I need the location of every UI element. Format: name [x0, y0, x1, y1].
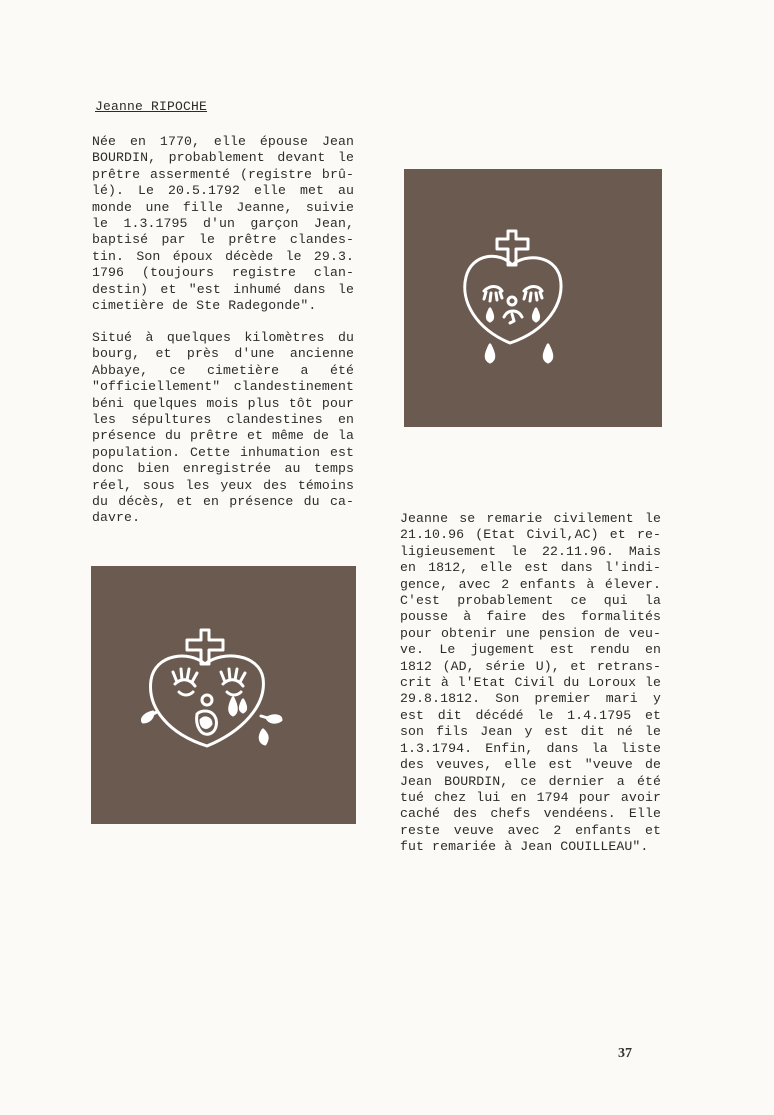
- text-line: Née en 1770, elle épouse Jean: [92, 134, 354, 149]
- paragraph-cemetery: [92, 330, 354, 527]
- text-line: donc bien enregistrée au temps: [92, 461, 354, 477]
- text-line: pour obtenir une pension de veu-: [400, 625, 661, 641]
- text-line: cimetière de Ste Radegonde".: [92, 298, 317, 314]
- text-line: davre.: [92, 510, 141, 526]
- text-line: pousse à faire des formalités: [400, 609, 661, 625]
- text-line: 21.10.96 (Etat Civil,AC) et re-: [400, 527, 661, 543]
- text-line: en 1812, elle est dans l'indi-: [400, 560, 661, 576]
- text-line: Jean BOURDIN, ce dernier a été: [400, 773, 661, 789]
- text-line: son fils Jean y est dit né le: [400, 724, 661, 740]
- text-line: le 1.3.1795 d'un garçon Jean,: [92, 216, 354, 232]
- text-line: ve. Le jugement est rendu en: [400, 642, 661, 658]
- text-line: gence, avec 2 enfants à élever.: [400, 576, 661, 592]
- text-line: "officiellement" clandestinement: [92, 379, 354, 395]
- text-line: Abbaye, ce cimetière a été: [92, 362, 354, 378]
- text-line: 1796 (toujours registre clan-: [92, 265, 354, 281]
- text-line: présence du prêtre et même de la: [92, 428, 354, 444]
- weeping-heart-illustration-bottom: [91, 566, 356, 824]
- text-line: ligieusement le 22.11.96. Mais: [400, 543, 661, 559]
- text-line: tué chez lui en 1794 pour avoir: [400, 789, 661, 805]
- page-number: 37: [618, 1046, 632, 1061]
- text-line: BOURDIN, probablement devant le: [92, 150, 354, 166]
- weeping-heart-illustration-top: [404, 169, 662, 427]
- text-line: lé). Le 20.5.1792 elle met au: [92, 183, 354, 199]
- paragraph-remarriage: [400, 511, 661, 856]
- weeping-heart-drawing: [404, 169, 662, 427]
- text-line: béni quelques mois plus tôt pour: [92, 395, 354, 411]
- page-title: Jeanne RIPOCHE: [95, 99, 208, 114]
- text-line: est dit décédé le 1.4.1795 et: [400, 707, 661, 723]
- text-line: 1812 (AD, série U), et retrans-: [400, 658, 661, 674]
- text-line: crit à l'Etat Civil du Loroux le: [400, 675, 661, 691]
- text-line: les sépultures clandestines en: [92, 412, 354, 428]
- text-line: 1.3.1794. Enfin, dans la liste: [400, 740, 661, 756]
- text-line: destin) et "est inhumé dans le: [92, 281, 354, 297]
- text-line: tin. Son époux décède le 29.3.: [92, 248, 354, 264]
- text-line: fut remariée à Jean COUILLEAU".: [400, 839, 649, 855]
- paragraph-birth-marriage: [92, 134, 354, 314]
- text-line: baptisé par le prêtre clandes-: [92, 232, 354, 248]
- text-line: caché des chefs vendéens. Elle: [400, 806, 661, 822]
- text-line: reste veuve avec 2 enfants et: [400, 822, 661, 838]
- text-line: C'est probablement ce qui la: [400, 593, 661, 609]
- text-line: Jeanne se remarie civilement le: [400, 511, 661, 526]
- text-line: prêtre assermenté (registre brû-: [92, 166, 354, 182]
- text-line: 29.8.1812. Son premier mari y: [400, 691, 661, 707]
- text-line: des veuves, elle est "veuve de: [400, 757, 661, 773]
- text-line: monde une fille Jeanne, suivie: [92, 199, 354, 215]
- text-line: du décès, et en présence du ca-: [92, 494, 354, 510]
- weeping-heart-drawing-open-eyes: [91, 566, 356, 824]
- text-line: réel, sous les yeux des témoins: [92, 477, 354, 493]
- text-line: population. Cette inhumation est: [92, 444, 354, 460]
- text-line: Situé à quelques kilomètres du: [92, 330, 354, 345]
- text-line: bourg, et près d'une ancienne: [92, 346, 354, 362]
